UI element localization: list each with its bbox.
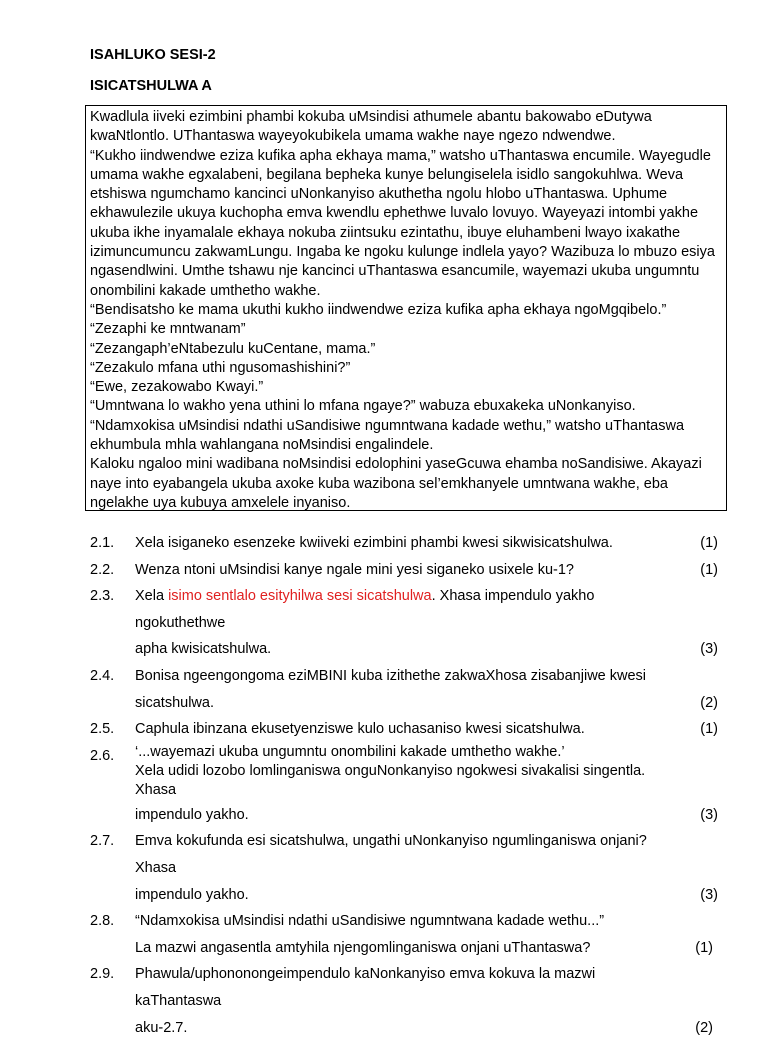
passage-paragraph-1: Kwadlula iiveki ezimbini phambi kokuba uMsindisi athumele abantu bakowabo eDutywa kwaNtlontlo. UThantaswa wayeyokubikela umama wakhe naye ngezo ndwendwe. (90, 108, 722, 147)
question-text: Phawula/uphononongeimpendulo kaNonkanyiso emva kokuva la mazwi kaThantaswa (135, 961, 718, 1014)
passage-paragraph-8: “Umntwana lo wakho yena uthini lo mfana ngaye?” wabuza ebuxakeka uNonkanyiso. (90, 397, 722, 416)
question-text-lead: Xela (135, 588, 168, 604)
question-number: 2.9. (90, 961, 135, 1041)
question-text: La mazwi angasentla amtyhila njengomlinganiswa onjani uThantaswa? (135, 935, 718, 962)
question-text: impendulo yakho. (135, 802, 718, 829)
question-marks: (1) (700, 716, 718, 743)
question-2-4 (90, 663, 718, 716)
question-number: 2.3. (90, 583, 135, 663)
question-text: Xela isiganeko esenzeke kwiiveki ezimbini phambi kwesi sikwisicatshulwa. (135, 530, 718, 557)
question-2-3 (90, 583, 718, 663)
question-text-tail: . Xhasa impendulo yakho ngokuthethwe (135, 588, 594, 631)
question-quote: ‘...wayemazi ukuba ungumntu onombilini kakade umthetho wakhe.’ (135, 743, 718, 762)
passage-paragraph-10: Kaloku ngaloo mini wadibana noMsindisi edolophini yaseGcuwa ehamba noSandisiwe. Akayazi naye into eyabangela ukuba axoke kuba wazibona sel’emkhanyele umntwana wakhe, eba ngelakhe uya kubuya amxelele inyaniso. (90, 455, 722, 513)
question-2-5 (90, 716, 718, 743)
question-marks: (1) (695, 935, 713, 962)
question-2-9 (90, 961, 718, 1041)
question-text: sicatshulwa. (135, 690, 718, 717)
question-text: Wenza ntoni uMsindisi kanye ngale mini yesi siganeko usixele ku-1? (135, 557, 718, 584)
question-list (90, 530, 718, 1041)
question-2-2 (90, 557, 718, 584)
highlighted-phrase: isimo sentlalo esityhilwa sesi sicatshulwa (168, 588, 432, 604)
question-number: 2.5. (90, 716, 135, 743)
question-2-8 (90, 908, 718, 961)
question-number: 2.6. (90, 743, 135, 829)
question-number: 2.2. (90, 557, 135, 584)
question-2-6 (90, 743, 718, 829)
question-marks: (1) (700, 557, 718, 584)
question-text: Xela udidi lozobo lomlinganiswa onguNonkanyiso ngokwesi sivakalisi singentla. Xhasa (135, 762, 718, 800)
passage-paragraph-4: “Zezaphi ke mntwanam” (90, 320, 722, 339)
question-marks: (1) (700, 530, 718, 557)
question-2-7 (90, 828, 718, 908)
extract-passage-box (85, 105, 727, 511)
question-number: 2.8. (90, 908, 135, 961)
question-text: apha kwisicatshulwa. (135, 636, 718, 663)
question-marks: (2) (695, 1015, 713, 1041)
passage-paragraph-7: “Ewe, zezakowabo Kwayi.” (90, 378, 722, 397)
question-2-1 (90, 530, 718, 557)
question-text: Emva kokufunda esi sicatshulwa, ungathi uNonkanyiso ngumlinganiswa onjani? Xhasa (135, 828, 718, 881)
question-number: 2.4. (90, 663, 135, 716)
question-number: 2.7. (90, 828, 135, 908)
question-text: Bonisa ngeengongoma eziMBINI kuba izithethe zakwaXhosa zisabanjiwe kwesi (135, 663, 718, 690)
passage-paragraph-9: “Ndamxokisa uMsindisi ndathi uSandisiwe ngumntwana kadade wethu,” watsho uThantaswa ekhumbula mhla wahlangana noMsindisi engalindele. (90, 417, 722, 456)
question-marks: (3) (700, 636, 718, 663)
question-text: impendulo yakho. (135, 882, 718, 909)
passage-paragraph-6: “Zezakulo mfana uthi ngusomashishini?” (90, 359, 722, 378)
question-text (135, 583, 718, 636)
passage-paragraph-2: “Kukho iindwendwe eziza kufika apha ekhaya mama,” watsho uThantaswa encumile. Wayegudle umama wakhe egxalabeni, begilana bepheka kunye belungiselela isidlo sangokuhlwa. Weva etshiswa ngumchamo kancinci uNonkanyiso akuthetha ngolu hlobo uThantaswa. Uphume ekhawulezile ukuya kuchopha emva kwendlu ephethwe luvalo lovuyo. Wayeyazi intombi yakhe ukuba ikhe inyamalale ekhaya nokuba ziintsuku ezintathu, ibuye eluhambeni lwayo ixakathe izimuncumuncu zakwamLungu. Ingaba ke ngoku kulunge indlela yayo? Wazibuza lo mbuzo esiya ngasendlwini. Umthe tshawu nje kancinci uThantaswa esancumile, wayemazi ukuba ungumntu onombilini kakade umthetho wakhe. (90, 147, 722, 301)
question-quote: “Ndamxokisa uMsindisi ndathi uSandisiwe ngumntwana kadade wethu...” (135, 908, 718, 935)
question-text: Caphula ibinzana ekusetyenziswe kulo uchasaniso kwesi sicatshulwa. (135, 716, 718, 743)
question-marks: (2) (700, 690, 718, 717)
question-text: aku-2.7. (135, 1015, 718, 1041)
question-marks: (3) (700, 882, 718, 909)
passage-paragraph-3: “Bendisatsho ke mama ukuthi kukho iindwendwe eziza kufika apha ekhaya ngoMgqibelo.” (90, 301, 722, 320)
section-title: ISAHLUKO SESI-2 (90, 46, 216, 64)
question-number: 2.1. (90, 530, 135, 557)
passage-paragraph-5: “Zezangaph’eNtabezulu kuCentane, mama.” (90, 340, 722, 359)
question-marks: (3) (700, 802, 718, 829)
extract-title: ISICATSHULWA A (90, 77, 212, 95)
